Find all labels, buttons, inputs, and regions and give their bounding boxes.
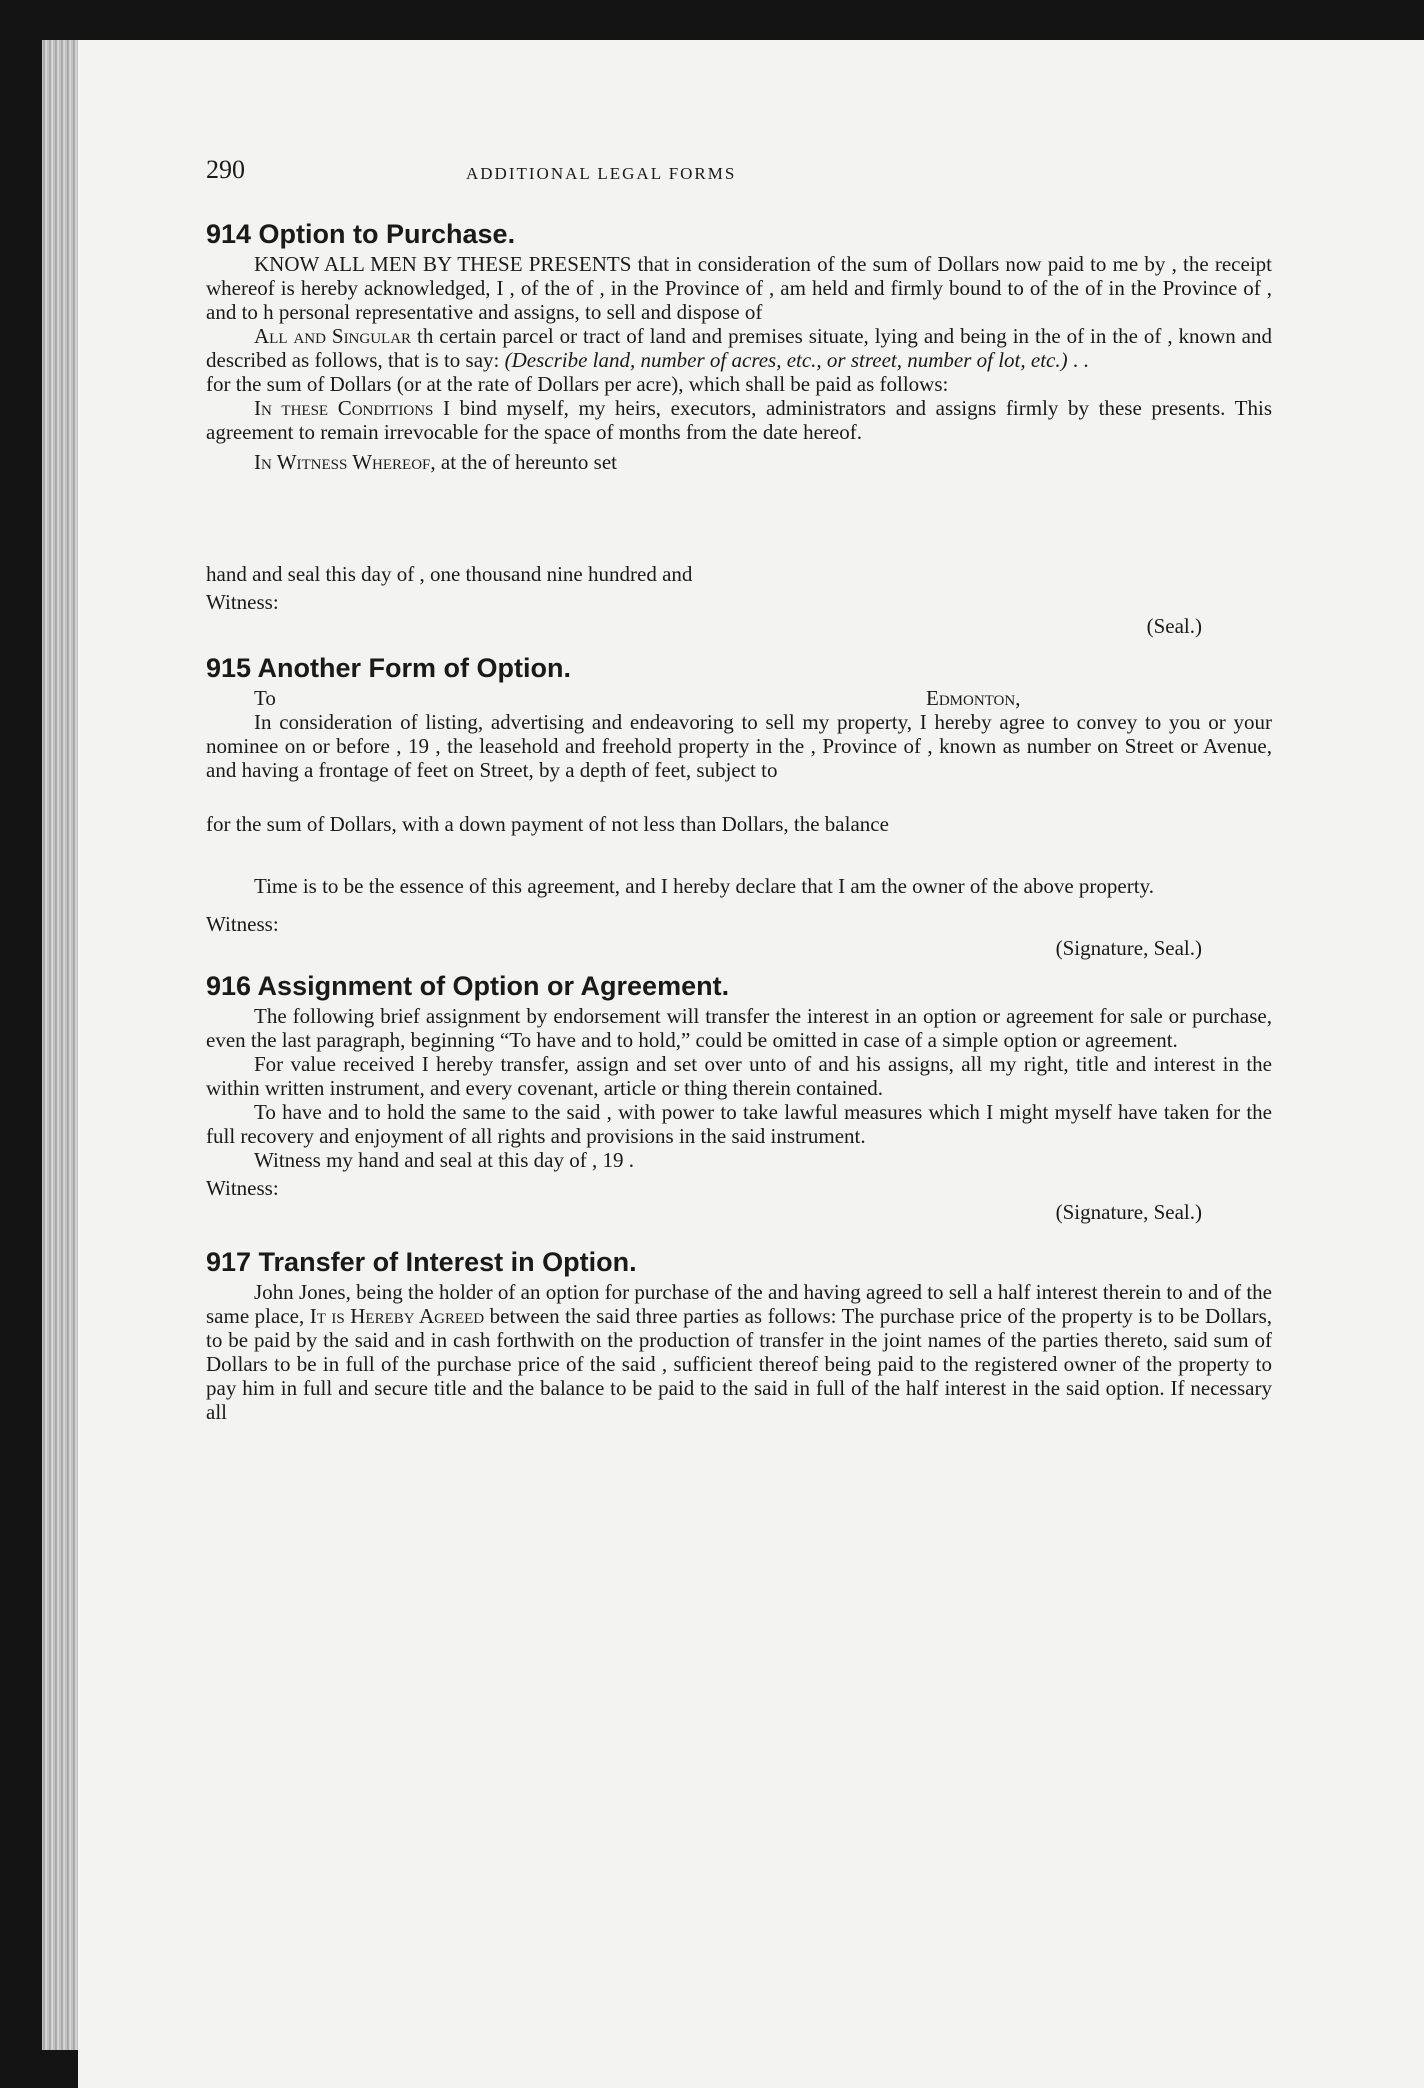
section-914-para-3: for the sum of Dollars (or at the rate of Dollars per acre), which shall be paid as follows: xyxy=(206,372,949,396)
running-title: ADDITIONAL LEGAL FORMS xyxy=(466,164,737,183)
section-914-para-6: hand and seal this day of , one thousand nine hundred and xyxy=(206,562,693,586)
section-914-para-4 xyxy=(206,396,1272,444)
section-915-address-row xyxy=(206,686,1272,710)
section-915-title: 915 Another Form of Option. xyxy=(206,653,572,683)
section-916-para-4: Witness my hand and seal at this day of , 19 . xyxy=(254,1148,634,1172)
section-917-title: 917 Transfer of Interest in Option. xyxy=(206,1247,637,1277)
section-914-gap xyxy=(206,474,1272,562)
section-914-para-2-dots: . . xyxy=(1067,348,1089,372)
section-915-to: To xyxy=(254,686,276,710)
page-number: 290 xyxy=(206,155,245,184)
section-914-para-2-lead: All and Singular xyxy=(254,324,412,348)
section-915-para-2: for the sum of Dollars, with a down payment of not less than Dollars, the balance xyxy=(206,812,889,836)
section-916-witness: Witness: xyxy=(206,1176,279,1200)
section-914-para-5-lead: In Witness Whereof, xyxy=(254,450,436,474)
section-915-gap-1 xyxy=(206,782,1272,806)
section-914-para-2-text: th certain parcel or tract of land and premises situate, lying and being in the of in the of , known and described as follows, that is to say: xyxy=(206,324,1272,372)
section-916-para-1: The following brief assignment by endorsement will transfer the interest in an option or agreement for sale or purchase, even the last paragraph, beginning “To have and to hold,” could be omitted in case of a simple option or agreement. xyxy=(206,1004,1272,1052)
section-916 xyxy=(206,970,1272,1224)
section-915-signature: (Signature, Seal.) xyxy=(1055,936,1202,960)
section-915-place: Edmonton, xyxy=(926,686,1021,710)
section-915 xyxy=(206,652,1272,960)
section-915-para-1: In consideration of listing, advertising and endeavoring to sell my property, I hereby agree to convey to you or your nominee on or before , 19 , the leasehold and freehold property in the , Province of , known as number on Street or Avenue, and having a frontage of feet on Street, by a depth of feet, subject to xyxy=(206,710,1272,782)
section-914 xyxy=(206,218,1272,638)
section-917-para-1 xyxy=(206,1280,1272,1424)
section-915-para-3: Time is to be the essence of this agreement, and I hereby declare that I am the owner of the above property. xyxy=(254,874,1154,898)
section-917-para-1-b: between the said three parties as follows: The purchase price of the property is to be Dollars, to be paid by the said and in cash forthwith on the production of transfer in the joint names of the parties thereto, said sum of Dollars to be in full of the purchase price of the said , sufficient thereof being paid to the registered owner of the property to pay him in full and secure title and the balance to be paid to the said in full of the half interest in the said option. If necessary all xyxy=(206,1304,1273,1424)
section-914-para-1: KNOW ALL MEN BY THESE PRESENTS that in consideration of the sum of Dollars now paid to me by , the receipt whereof is hereby acknowledged, I , of the of , in the Province of , am held and firmly bound to of the of in the Province of , and to h personal representative and assigns, to sell and dispose of xyxy=(206,252,1272,324)
section-914-title: 914 Option to Purchase. xyxy=(206,219,516,249)
section-915-gap-2 xyxy=(206,836,1272,874)
section-914-para-2-italic: (Describe land, number of acres, etc., or street, number of lot, etc.) xyxy=(504,348,1068,372)
section-916-signature: (Signature, Seal.) xyxy=(1055,1200,1202,1224)
section-916-para-2: For value received I hereby transfer, assign and set over unto of and his assigns, all my right, title and interest in the within written instrument, and every covenant, article or thing therein contained. xyxy=(206,1052,1272,1100)
section-917-para-1-a: John Jones, being the holder of an option for purchase of the and having agreed to sell a half interest therein to and of the same place, xyxy=(206,1280,1272,1328)
section-914-para-5 xyxy=(206,450,1272,474)
page-content xyxy=(206,155,1273,1424)
section-916-para-3: To have and to hold the same to the said , with power to take lawful measures which I might myself have taken for the full recovery and enjoyment of all rights and provisions in the said instrument. xyxy=(206,1100,1272,1148)
section-917-para-1-lead: It is Hereby Agreed xyxy=(309,1304,485,1328)
running-head xyxy=(206,155,1272,218)
section-916-title: 916 Assignment of Option or Agreement. xyxy=(206,971,730,1001)
section-914-para-4-text: I bind myself, my heirs, executors, administrators and assigns firmly by these presents. This agreement to remain irrevocable for the space of months from the date hereof. xyxy=(206,396,1272,444)
section-914-para-2 xyxy=(206,324,1272,372)
section-915-witness: Witness: xyxy=(206,912,279,936)
section-917 xyxy=(206,1246,1272,1424)
section-914-witness: Witness: xyxy=(206,590,279,614)
section-914-para-4-lead: In these Conditions xyxy=(254,396,434,420)
section-914-seal: (Seal.) xyxy=(1146,614,1202,638)
section-914-para-5-text: at the of hereunto set xyxy=(435,450,617,474)
